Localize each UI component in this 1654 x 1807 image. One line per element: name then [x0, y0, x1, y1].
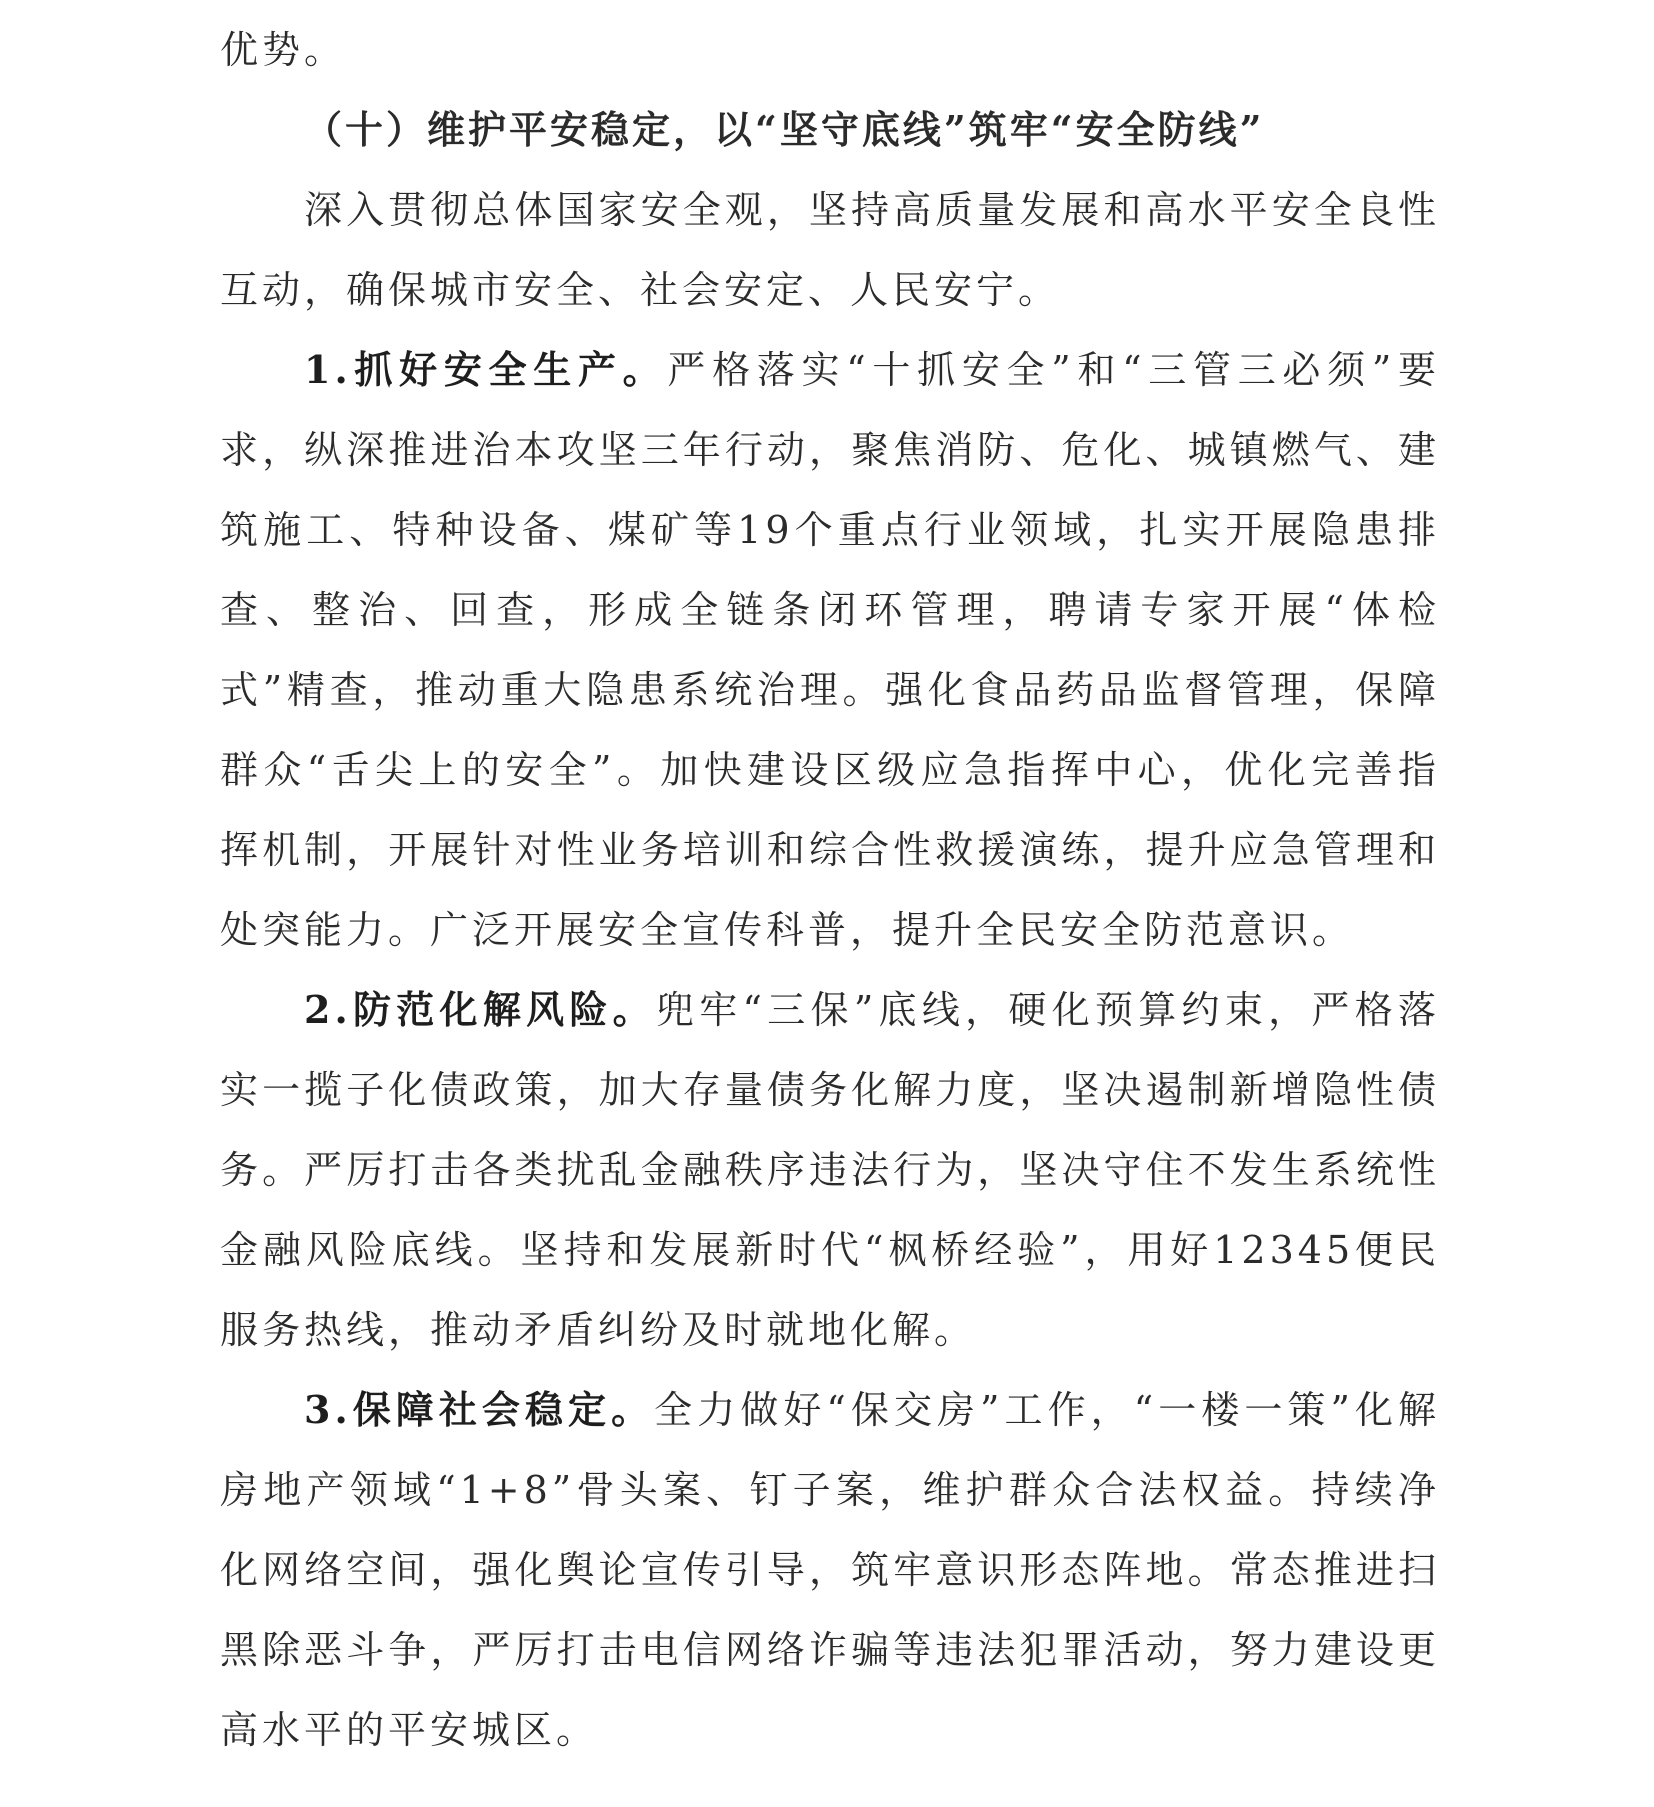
item-body-2: 兜牢“三保”底线，硬化预算约束，严格落实一揽子化债政策，加大存量债务化解力度，坚决遏制新增隐性债务。严厉打击各类扰乱金融秩序违法行为，坚决守住不发生系统性金融风险底线。坚持和发展新时代“枫桥经验”，用好12345便民服务热线，推动矛盾纠纷及时就地化解。 [220, 988, 1440, 1352]
item-lead-3: 3.保障社会稳定。 [304, 1387, 655, 1432]
item-paragraph-1 [220, 330, 1440, 970]
document-page [220, 10, 1440, 1770]
item-body-1: 严格落实“十抓安全”和“三管三必须”要求，纵深推进治本攻坚三年行动，聚焦消防、危化、城镇燃气、建筑施工、特种设备、煤矿等19个重点行业领域，扎实开展隐患排查、整治、回查，形成全链条闭环管理，聘请专家开展“体检式”精查，推动重大隐患系统治理。强化食品药品监督管理，保障群众“舌尖上的安全”。加快建设区级应急指挥中心，优化完善指挥机制，开展针对性业务培训和综合性救援演练，提升应急管理和处突能力。广泛开展安全宣传科普，提升全民安全防范意识。 [220, 348, 1440, 952]
item-paragraph-2 [220, 970, 1440, 1370]
item-paragraph-3 [220, 1370, 1440, 1770]
item-body-3: 全力做好“保交房”工作，“一楼一策”化解房地产领域“1+8”骨头案、钉子案，维护群众合法权益。持续净化网络空间，强化舆论宣传引导，筑牢意识形态阵地。常态推进扫黑除恶斗争，严厉打击电信网络诈骗等违法犯罪活动，努力建设更高水平的平安城区。 [220, 1388, 1440, 1752]
continuation-text: 优势。 [220, 28, 347, 72]
section-heading: （十）维护平安稳定，以“坚守底线”筑牢“安全防线” [304, 107, 1265, 152]
item-lead-1: 1.抓好安全生产。 [304, 347, 668, 392]
intro-paragraph: 深入贯彻总体国家安全观，坚持高质量发展和高水平安全良性互动，确保城市安全、社会安定、人民安宁。 [220, 188, 1440, 312]
item-lead-2: 2.防范化解风险。 [304, 987, 656, 1032]
